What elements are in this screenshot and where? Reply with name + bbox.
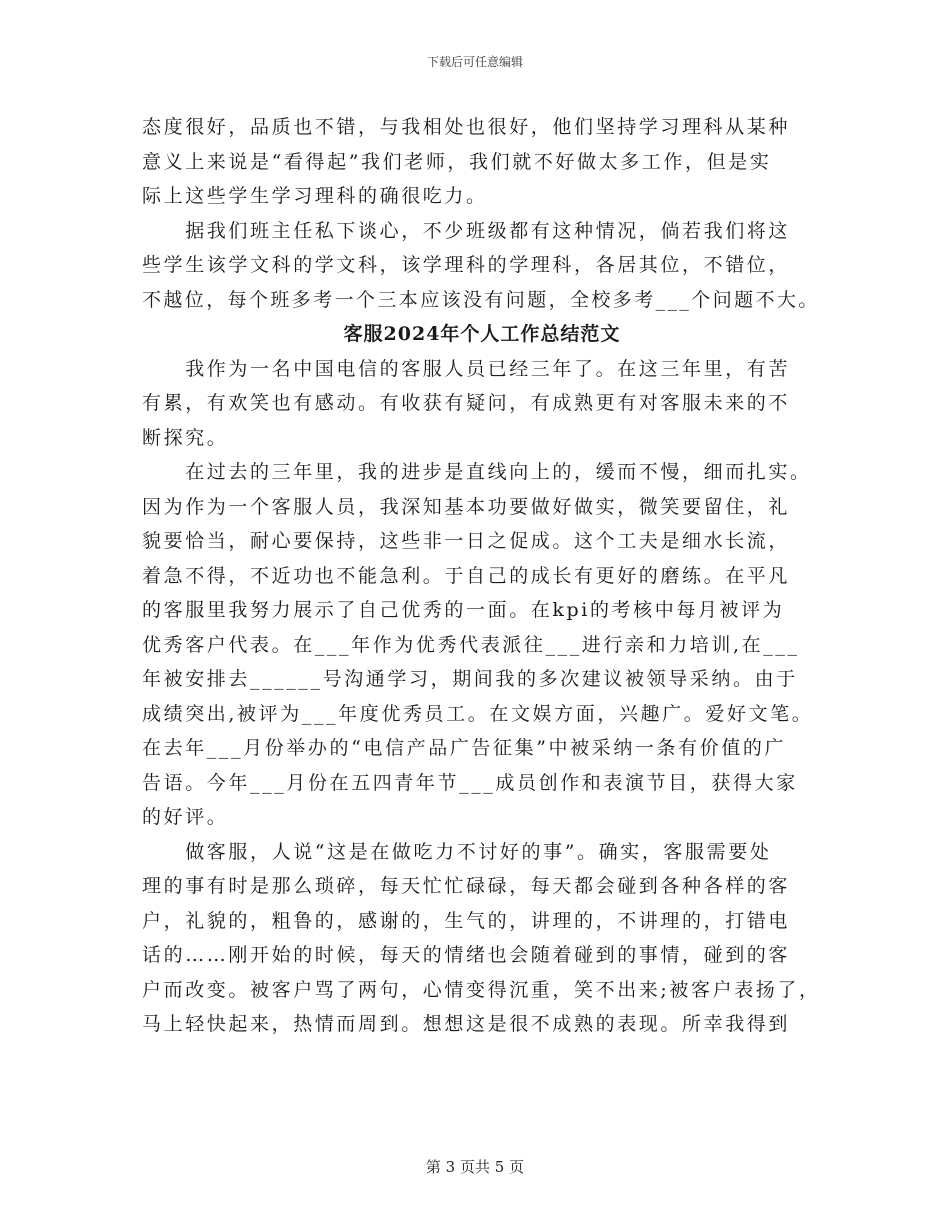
page-header: 下载后可任意编辑 [426,55,523,69]
text-line: 据我们班主任私下谈心，不少班级都有这种情况，倘若我们将这 [142,219,791,242]
text-line: 户而改变。被客户骂了两句，心情变得沉重，笑不出来;被客户表扬了， [142,978,821,1001]
text-line: 在去年___月份举办的“电信产品广告征集”中被采纳一条有价值的广 [142,737,787,759]
text-line: 的客服里我努力展示了自己优秀的一面。在kpi的考核中每月被评为 [142,599,785,621]
section-title: 客服2024年个人工作总结范文 [343,323,621,345]
text-line: 做客服，人说“这是在做吃力不讨好的事”。确实，客服需要处 [142,840,772,863]
text-line: 有累，有欢笑也有感动。有收获有疑问，有成熟更有对客服未来的不 [142,392,791,414]
text-line: 年被安排去______号沟通学习，期间我的多次建议被领导采纳。由于 [142,668,798,690]
text-line: 在过去的三年里，我的进步是直线向上的，缓而不慢，细而扎实。 [142,461,812,483]
text-line: 貌要恰当，耐心要保持，这些非一日之促成。这个工夫是细水长流， [142,530,791,552]
document-body [142,110,821,1042]
text-line: 些学生该学文科的学文科，该学理科的学理科，各居其位，不错位， [142,254,791,276]
text-line: 告语。今年___月份在五四青年节___成员创作和表演节目，获得大家 [142,771,798,794]
text-line: 因为作为一个客服人员，我深知基本功要做好做实，微笑要留住，礼 [142,495,791,518]
text-line: 马上轻快起来，热情而周到。想想这是很不成熟的表现。所幸我得到 [142,1013,791,1035]
page-number: 第 3 页共 5 页 [425,1158,525,1176]
text-line: 的好评。 [142,806,229,828]
text-line: 际上这些学生学习理科的确很吃力。 [142,185,488,207]
text-line: 不越位，每个班多考一个三本应该没有问题，全校多考___个问题不大。 [142,288,820,311]
text-line: 着急不得，不近功也不能急利。于自己的成长有更好的磨练。在平凡 [142,564,791,587]
text-line: 意义上来说是“看得起”我们老师，我们就不好做太多工作，但是实 [142,150,772,173]
text-line: 优秀客户代表。在___年作为优秀代表派往___进行亲和力培训,在___ [142,633,800,656]
text-line: 我作为一名中国电信的客服人员已经三年了。在这三年里，有苦 [142,357,791,380]
text-line: 户，礼貌的，粗鲁的，感谢的，生气的，讲理的，不讲理的，打错电 [142,909,791,932]
text-line: 成绩突出,被评为___年度优秀员工。在文娱方面，兴趣广。爱好文笔。 [142,702,814,725]
text-line: 态度很好，品质也不错，与我相处也很好，他们坚持学习理科从某种 [142,116,791,138]
text-line: 理的事有时是那么琐碎，每天忙忙碌碌，每天都会碰到各种各样的客 [142,875,791,897]
text-line: 话的……刚开始的时候，每天的情绪也会随着碰到的事情，碰到的客 [142,944,791,966]
text-line: 断探究。 [142,426,229,449]
